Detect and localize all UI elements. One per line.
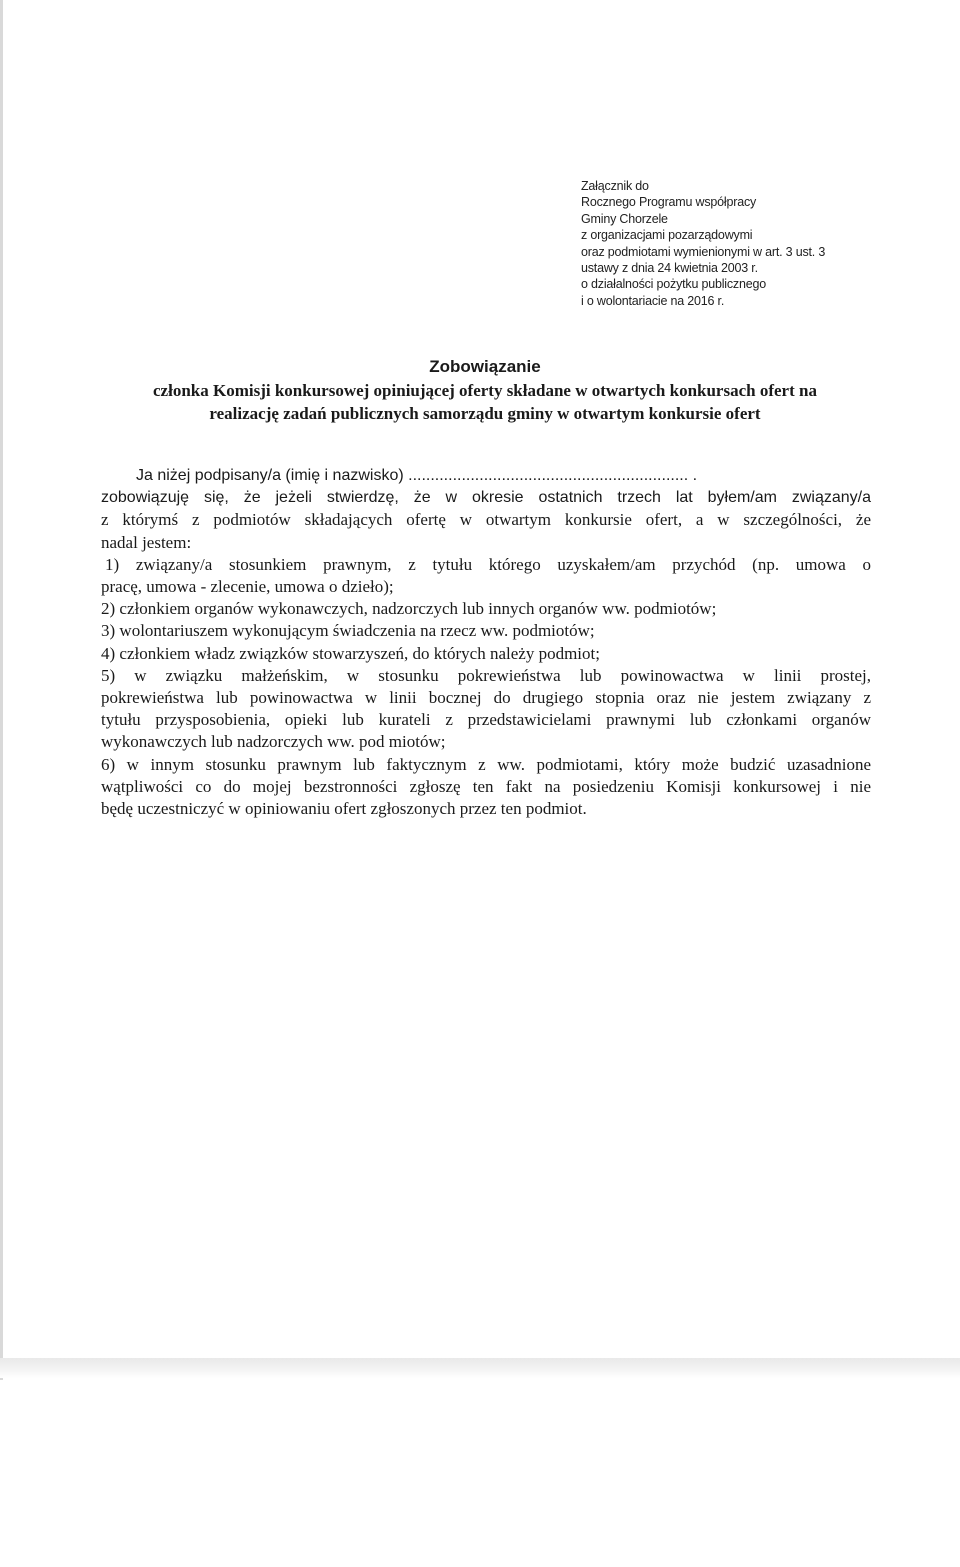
- annex-line: ustawy z dnia 24 kwietnia 2003 r.: [581, 261, 758, 276]
- annex-line: o działalności pożytku publicznego: [581, 277, 766, 292]
- annex-line: Gminy Chorzele: [581, 211, 668, 226]
- annex-header: [581, 178, 881, 309]
- annex-line: i o wolontariacie na 2016 r.: [581, 293, 725, 308]
- intro-line: Ja niżej podpisany/a (imię i nazwisko) ............................................................... .: [136, 467, 698, 484]
- point-1-line: 1) związany/a stosunkiem prawnym, z tytułu którego uzyskałem/am przychód (np. umowa o: [105, 554, 871, 574]
- point-5-line: 5) w związku małżeńskim, w stosunku pokrewieństwa lub powinowactwa w linii prostej,: [101, 665, 871, 685]
- body-line: z którymś z podmiotów składających ofertę w otwartym konkursie ofert, a w szczególności, że: [101, 510, 871, 530]
- scan-left-edge: [0, 0, 3, 1380]
- scan-bottom-edge: [0, 1358, 960, 1378]
- point-4: 4) członkiem władz związków stowarzyszeń, do których należy podmiot;: [101, 643, 600, 663]
- point-5-line: pokrewieństwa lub powinowactwa w linii bocznej do drugiego stopnia oraz nie jestem związany z: [101, 688, 871, 708]
- point-5-line: wykonawczych lub nadzorczych ww. pod miotów;: [101, 732, 446, 752]
- body-line: zobowiązuję się, że jeżeli stwierdzę, że w okresie ostatnich trzech lat byłem/am związany/a: [101, 489, 871, 507]
- point-6-line: wątpliwości co do mojej bezstronności zgłoszę ten fakt na posiedzeniu Komisji konkursowej i nie: [101, 776, 871, 796]
- document-title: Zobowiązanie: [429, 357, 541, 376]
- point-3: 3) wolontariuszem wykonującym świadczenia na rzecz ww. podmiotów;: [101, 621, 595, 641]
- body-line: nadal jestem:: [101, 532, 192, 552]
- point-6-line: będę uczestniczyć w opiniowaniu ofert zgłoszonych przez ten podmiot.: [101, 799, 587, 819]
- declaration-body: [101, 465, 871, 820]
- document-subtitle-line: realizację zadań publicznych samorządu gminy w otwartym konkursie ofert: [209, 404, 761, 423]
- annex-line: z organizacjami pozarządowymi: [581, 228, 753, 243]
- point-5-line: tytułu przysposobienia, opieki lub kurateli z przedstawicielami prawnymi lub członkami organów: [101, 710, 871, 730]
- point-2: 2) członkiem organów wykonawczych, nadzorczych lub innych organów ww. podmiotów;: [101, 599, 717, 619]
- annex-line: Rocznego Programu współpracy: [581, 195, 757, 210]
- point-6-line: 6) w innym stosunku prawnym lub faktycznym z ww. podmiotami, który może budzić uzasadnione: [101, 754, 871, 774]
- point-1-line: pracę, umowa - zlecenie, umowa o dzieło);: [101, 577, 394, 597]
- annex-line: Załącznik do: [581, 179, 649, 193]
- document-title-block: [90, 355, 880, 425]
- annex-line: oraz podmiotami wymienionymi w art. 3 ust. 3: [581, 244, 826, 259]
- document-subtitle-line: członka Komisji konkursowej opiniującej oferty składane w otwartych konkursach ofert na: [153, 381, 817, 400]
